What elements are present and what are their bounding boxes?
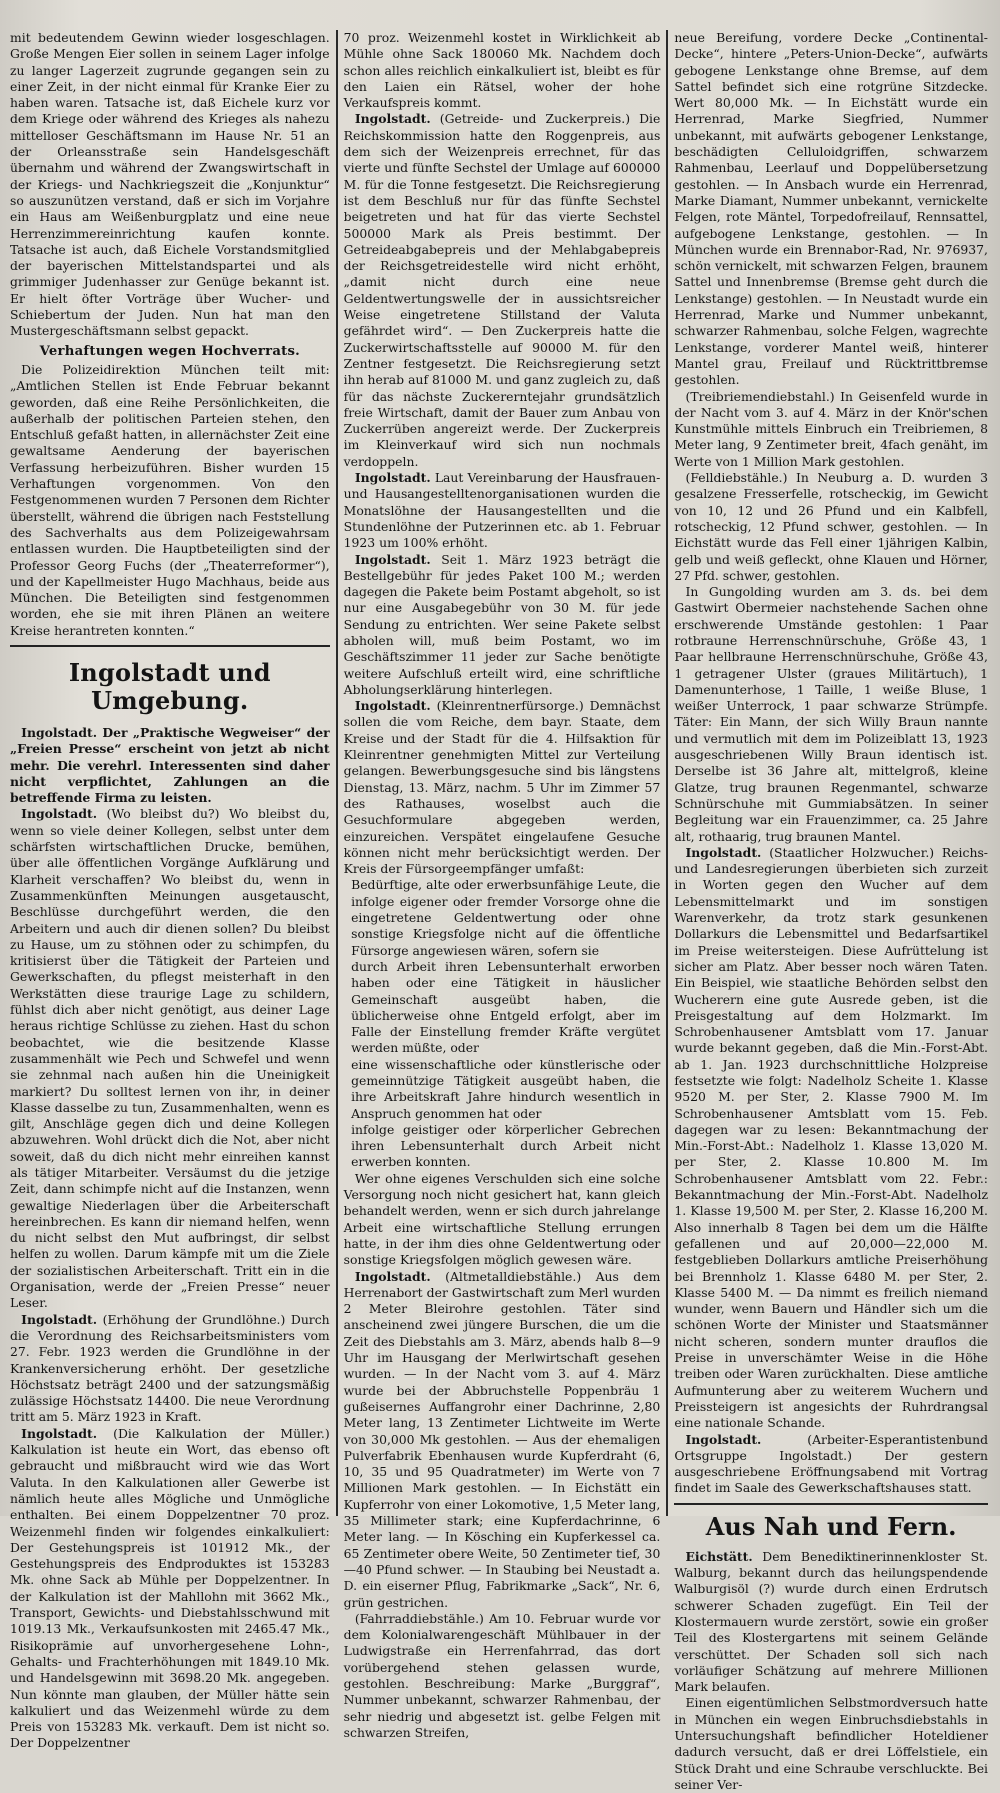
list-item: infolge geistiger oder körperlicher Gebrechen ihren Lebensunterhalt durch Arbeit nicht erwerben konnten.: [351, 1121, 661, 1170]
place-name: Ingolstadt.: [354, 111, 431, 127]
article-kalkulation-cont: 70 proz. Weizenmehl kostet in Wirklichkeit ab Mühle ohne Sack 180060 Mk. Nachdem doch schon alles reichlich einkalkuliert ist, bleibt es für den Laien ein Rätsel, woher der hohe Verkaufspreis kommt.: [343, 30, 661, 111]
article-esperanto: [674, 1432, 988, 1497]
place-name: Ingolstadt.: [354, 470, 431, 486]
column-layout: [4, 30, 994, 1792]
list-item: durch Arbeit ihren Lebensunterhalt erworben haben oder eine Tätigkeit in häuslicher Gemeinschaft ausgeübt haben, die üblicherweise ohne Entgeld erfolgt, aber im Falle der Einstellung fremder Kräfte vergütet werden müßte, oder: [351, 958, 661, 1056]
place-name: Ingolstadt.: [685, 844, 762, 860]
place-name: Ingolstadt.: [354, 1268, 431, 1284]
article-text: Dem Benediktinerinnenkloster St. Walburg, bekannt durch das heilungspendende Walburgisöl (?) wurde durch einen Erdrutsch schwerer Schaden zugefügt. Ein Teil der Klostermauern wurde zerstört, sowie ein großer Teil des Klostergartens mit seinem Gelände verschüttet. Der Schaden soll sich nach vorläufiger Schätzung auf mehrere Millionen Mark belaufen.: [674, 1548, 988, 1695]
article-wegweiser: [10, 725, 330, 806]
article-text: (Erhöhung der Grundlöhne.) Durch die Verordnung des Reichsarbeitsministers vom 27. Febr. 1923 werden die Grundlöhne in der Krankenversicherung erhöht. Der gesetzliche Höchstsatz beträgt 2400 und der satzungsmäßig zulässige Höchstsatz 14400. Die neue Verordnung tritt am 5. März 1923 in Kraft.: [10, 1311, 330, 1425]
article-altmetall: [344, 1269, 661, 1611]
article-selbstmord: Einen eigentümlichen Selbstmordversuch hatte in München ein wegen Einbruchsdiebstahls in Untersuchungshaft befindlicher Hoteldiener dadurch versucht, daß er drei Löffelstiele, ein Stück Draht und eine Schraube verschluckte. Bei seiner Ver-: [674, 1695, 988, 1792]
article-text: Der „Praktische Wegweiser“ der „Freien Presse“ erscheint von jetzt ab nicht mehr. Die verehrl. Interessenten sind daher nicht verpflichtet, Zahlungen an die betreffende Firma zu leisten.: [10, 724, 330, 806]
article-wo-bleibst-du: [10, 806, 330, 1311]
column-1: [4, 30, 336, 1751]
article-kleinrentner: [344, 698, 661, 877]
article-text: (Staatlicher Holzwucher.) Reichs- und Landesregierungen überbieten sich zurzeit in Worten gegen den Wucher auf dem Lebensmittelmarkt und im sonstigen Warenverkehr, da trotz stark gesunkenen Dollarkurs die Lebensmittel und Bedarfsartikel im Preise weitersteigen. Diese Aufrüttelung ist sicher am Platz. Aber besser noch wären Taten. Ein Beispiel, wie staatliche Behörden selbst den Wucherern eine gute Ausrede geben, ist die Preisgestaltung auf dem Holzmarkt. Im Schrobenhausener Amtsblatt vom 17. Januar wurde bekannt gegeben, daß die Min.-Forst-Abt. ab 1. Jan. 1923 durchschnittliche Holzpreise festsetzte wie folgt: Nadelholz Scheite 1. Klasse 9520 M. per Ster, 2. Klasse 7900 M. Im Schrobenhausener Amtsblatt vom 15. Feb. dagegen war zu lesen: Bekanntmachung der Min.-Forst-Abt.: Nadelholz 1. Klasse 13,020 M. per Ster, 2. Klasse 10.800 M. Im Schrobenhausener Amtsblatt vom 22. Febr.: Bekanntmachung der Min.-Forst-Abt. Nadelholz 1. Klasse 19,500 M. per Ster, 2. Klasse 16,200 M. Also innerhalb 8 Tagen bei dem um die Hälfte gefallenen und auf 20,000—22,000 M. festgeblieben Dollarkurs amtliche Preiserhöhung bei Brennholz 1. Klasse 6480 M. per Ster, 2. Klasse 5400 M. — Da nimmt es freilich niemand wunder, wenn Bauern und Händler sich um die schönen Worte der Minister und Staatsmänner nicht scheren, sondern munter drauflos die Preise in unverschämter Weise in die Höhe treiben oder Waren zurückhalten. Diese amtliche Aufmunterung aber zu weiterem Wuchern und Preissteigern ist angesichts der Ruhrdrangsal eine nationale Schande.: [674, 844, 988, 1431]
place-name: Ingolstadt.: [21, 724, 98, 740]
place-name: Ingolstadt.: [354, 698, 431, 714]
article-walburg: [674, 1549, 988, 1696]
article-text: (Wo bleibst du?) Wo bleibst du, wenn so viele deiner Kollegen, selbst unter dem schärfsten wirtschaftlichen Drucke, bemühen, über alle öffentlichen Vorgänge Aufklärung und Klarheit verschaffen? Wo bleibst du, wenn in Zusammenkünften Meinungen ausgetauscht, Beschlüsse durchgeführt werden, die den Arbeitern und auch dir dienen sollen? Du bleibst zu Hause, um zu stöhnen oder zu schimpfen, du kritisierst über die Tätigkeit der Parteien und Gewerkschaften, du pflegst meisterhaft in den Werkstätten diese traurige Lage zu schildern, fühlst dich aber nicht genötigt, aus deiner Lage heraus richtige Schlüsse zu ziehen. Hast du schon beobachtet, wie die besitzende Klasse zusammenhält wie Pech und Schwefel und wenn sie zehnmal nach außen hin die Uneinigkeit markiert? Du solltest lernen von ihr, in deiner Klasse dasselbe zu tun, Zusammenhalten, wenn es gilt, Anschläge gegen dich und deine Kollegen abzuwehren. Wohl drückt dich die Not, aber nicht soweit, daß du dich nicht mehr einreihen kannst als tätiger Mitarbeiter. Versäumst du die jetzige Zeit, dann schimpfe nicht auf die Instanzen, wenn gewaltige Niederlagen über die Arbeiterschaft hereinbrechen. Es kann dir niemand helfen, wenn du nicht selbst den Mut aufbringst, dir selbst helfen zu wollen. Darum kämpfe mit um die Ziele der sozialistischen Arbeiterschaft. Tritt ein in die Organisation, werde der „Freien Presse“ neuer Leser.: [10, 806, 330, 1311]
article-text: (Getreide- und Zuckerpreis.) Die Reichskommission hatte den Roggenpreis, aus dem sich der Weizenpreis errechnet, für das vierte und fünfte Sechstel der Umlage auf 600000 M. für die Tonne festgesetzt. Die Reichsregierung ist dem Beschluß nur für das fünfte Sechstel beigetreten und hat für das vierte Sechstel 500000 Mark als Preis bestimmt. Der Getreideabgabepreis und der Mehlabgabepreis der Reichsgetreidestelle wird nicht erhöht, „damit nicht durch eine neue Geldentwertungswelle der in aussichtsreicher Weise eingetretene Stillstand der Valuta gefährdet wird“. — Den Zuckerpreis hatte die Zuckerwirtschaftsstelle auf 90000 M. für den Zentner festgesetzt. Die Reichsregierung setzt ihn herab auf 81000 M. und ganz zugleich zu, daß für das nächste Zuckererntejahr grundsätzlich freie Wirtschaft, damit der Bauer zum Anbau von Zuckerrüben angereizt werde. Der Zuckerpreis im Kleinverkauf wird sich nun nochmals verdoppeln.: [343, 111, 661, 469]
place-name: Eichstätt.: [685, 1548, 753, 1564]
section-heading-ingolstadt: Ingolstadt und Umgebung.: [68, 657, 271, 715]
place-name: Ingolstadt.: [21, 1311, 98, 1327]
article-eichele-end: mit bedeutendem Gewinn wieder losgeschlagen. Große Mengen Eier sollen in seinem Lager infolge zu langer Lagerzeit zugrunde gegangen sein zu einer Zeit, in der nicht einmal für Kranke Eier zu haben waren. Tatsache ist, daß Eichele kurz vor dem Kriege oder während des Krieges als nahezu mittelloser Geschäftsmann im Hause Nr. 51 an der Orleansstraße sein Handelsgeschäft übernahm und während der Zwangswirtschaft in der Kriegs- und Nachkriegszeit die „Konjunktur“ so auszunützen verstand, daß er sich im Vorjahre ein Haus am Weißenburgplatz und eine neue Herrenzimmereinrichtung kaufen konnte. Tatsache ist auch, daß Eichele Vorstandsmitglied der bayerischen Mittelstandspartei und als grimmiger Judenhasser zur Genüge bekannt ist. Er hielt öfter Vorträge über Wucher- und Schiebertum der Juden. Nun hat man den Mustergeschäftsmann selbst gepackt.: [10, 30, 330, 339]
article-felle: (Felldiebstähle.) In Neuburg a. D. wurden 3 gesalzene Fresserfelle, rotscheckig, im Gewicht von 10, 12 und 26 Pfund und ein Kalbfell, rotscheckig, 12 Pfund schwer, gestohlen. — In Eichstätt wurde das Fell einer 1jährigen Kalbin, gelb und weiß gefleckt, ohne Klauen und Hörner, 27 Pfd. schwer, gestohlen.: [674, 470, 988, 583]
article-text: (Arbeiter-Esperantistenbund Ortsgruppe Ingolstadt.) Der gestern ausgeschriebene Eröffnungsabend mit Vortrag findet im Saale des Gewerkschaftshauses statt.: [674, 1431, 988, 1496]
article-holzwucher: [674, 845, 988, 1432]
article-kalkulation: [10, 1426, 330, 1752]
eligibility-list: [344, 877, 661, 1170]
section-rule: [674, 1503, 988, 1505]
article-fahrrad-cont: neue Bereifung, vordere Decke „Continental-Decke“, hintere „Peters-Union-Decke“, aufwärts gebogene Lenkstange ohne Bremse, auf dem Sattel befindet sich eine rotgrüne Sitzdecke. Wert 80,000 Mk. — In Eichstätt wurde ein Herrenrad, Marke Siegfried, Nummer unbekannt, mit aufwärts gebogener Lenkstange, beschädigten Celluloidgriffen, schwarzem Rahmenbau, Leerlauf und Doppelübersetzung gestohlen. — In Ansbach wurde ein Herrenrad, Marke Diamant, Nummer unbekannt, vernickelte Felgen, rote Mäntel, Torpedofreilauf, Rennsattel, aufgebogene Lenkstange, gestohlen. — In München wurde ein Brennabor-Rad, Nr. 976937, schön vernickelt, mit schwarzen Felgen, braunem Sattel und Innenbremse (Bremse geht durch die Lenkstange) gestohlen. — In Neustadt wurde ein Herrenrad, Marke und Nummer unbekannt, schwarzer Rahmenbau, solche Felgen, wagrechte Lenkstange, vorderer Mantel weiß, hinterer Mantel grau, Freilauf und Rücktrittbremse gestohlen.: [674, 30, 989, 388]
article-pakete: [344, 552, 661, 699]
article-hausangestellte: [344, 470, 661, 551]
article-grundloehne: [10, 1312, 330, 1426]
article-fahrrad: (Fahrraddiebstähle.) Am 10. Februar wurde vor dem Kolonialwarengeschäft Mühlbauer in der Ludwigstraße ein Herrenfahrrad, das dort vorübergehend stehen gelassen wurde, gestohlen. Beschreibung: Marke „Burggraf“, Nummer unbekannt, schwarzer Rahmenbau, der sehr niedrig und abgesetzt ist. gelbe Felgen mit schwarzen Streifen,: [343, 1610, 661, 1740]
headline-hochverrat: Verhaftungen wegen Hochverrats.: [39, 343, 301, 359]
place-name: Ingolstadt.: [21, 1425, 98, 1441]
article-getreidepreis: [344, 111, 661, 470]
article-text: Laut Vereinbarung der Hausfrauen- und Hausangestelltenorganisationen wurden die Monatslöhne der Hausangestellten und die Stundenlöhne der Putzerinnen etc. ab 1. Februar 1923 um 100% erhöht.: [343, 470, 661, 551]
article-gungolding: In Gungolding wurden am 3. ds. bei dem Gastwirt Obermeier nachstehende Sachen ohne erschwerende Umstände gestohlen: 1 Paar rotbraune Herrenschnürschuhe, Größe 43, 1 Paar hellbraune Herrenschnürschuhe, Größe 43, 1 getragener Ulster (graues Militärtuch), 1 Damenunterhose, 1 Taille, 1 weiße Bluse, 1 weißer Unterrock, 1 paar schwarze Strümpfe. Täter: Ein Mann, der sich Willy Braun nannte und vermutlich mit dem im Polizeiblatt 13, 1923 ausgeschriebenen Willy Braun identisch ist. Derselbe ist 36 Jahre alt, mittelgroß, kleine Glatze, trug braunen Regenmantel, schwarze Schnürschuhe mit Gummiabsätzen. In seiner Begleitung war ein Frauenzimmer, ca. 25 Jahre alt, rothaarig, trug braunen Mantel.: [674, 584, 988, 844]
column-2: [338, 30, 667, 1740]
article-versorgung: Wer ohne eigenes Verschulden sich eine solche Versorgung noch nicht gesichert hat, kann gleich behandelt werden, wenn er sich durch jahrelange Arbeit eine wirtschaftliche Stellung errungen hatte, in der ihm dies ohne Geldentwertung oder sonstige Kriegsfolgen möglich gewesen wäre.: [343, 1170, 661, 1268]
section-heading-nah-fern: Aus Nah und Fern.: [705, 1511, 957, 1541]
list-item: eine wissenschaftliche oder künstlerische oder gemeinnützige Tätigkeit ausgeübt haben, die ihre Arbeitskraft Jahre hindurch wesentlich in Anspruch genommen hat oder: [351, 1056, 661, 1121]
article-text: (Altmetalldiebstähle.) Aus dem Herrenabort der Gastwirtschaft zum Merl wurden 2 Meter Bleirohre gestohlen. Täter sind anscheinend zwei jüngere Burschen, die um die Zeit des Diebstahls am 3. März, abends halb 8—9 Uhr im Hausgang der Merlwirtschaft gesehen wurden. — In der Nacht vom 3. auf 4. März wurde bei der Abbruchstelle Poppenbräu 1 gußeisernes Auffangrohr einer Dachrinne, 2,80 Meter lang, 13 Zentimeter Lichtweite im Werte von 30,000 Mk gestohlen. — Aus der ehemaligen Pulverfabrik Ebenhausen wurde Kupferdraht (6, 10, 35 und 95 Quadratmeter) im Werte von 7 Millionen Mark gestohlen. — In Eichstätt ein Kupferrohr von einer Lokomotive, 1,5 Meter lang, 35 Millimeter stark; eine Kupferdachrinne, 6 Meter lang. — In Kösching ein Kupferkessel ca. 65 Zentimeter obere Weite, 50 Zentimeter tief, 30—40 Pfund schwer. — In Staubing bei Neustadt a. D. ein eiserner Pflug, Fabrikmarke „Sack“, Nr. 6, grün gestrichen.: [343, 1268, 661, 1610]
article-text: (Kleinrentnerfürsorge.) Demnächst sollen die vom Reiche, dem bayr. Staate, dem Kreise und der Stadt für die 4. Hilfsaktion für Kleinrentner genehmigten Mittel zur Verteilung gelangen. Bewerbungsgesuche sind bis längstens Dienstag, 13. März, nachm. 5 Uhr im Zimmer 57 des Rathauses, woselbst auch die Gesuchformulare abgegeben werden, einzureichen. Verspätet eingelaufene Gesuche können nicht mehr berücksichtigt werden. Der Kreis der Fürsorgeempfänger umfaßt:: [343, 698, 661, 877]
list-item: Bedürftige, alte oder erwerbsunfähige Leute, die infolge eigener oder fremder Vorsorge ohne die eingetretene Geldentwertung oder ohne sonstige Kriegsfolge nicht auf die öffentliche Fürsorge angewiesen wären, sofern sie: [351, 877, 661, 958]
column-3: [668, 30, 994, 1792]
article-hochverrat: Die Polizeidirektion München teilt mit: „Amtlichen Stellen ist Ende Februar bekannt geworden, daß eine Reihe Persönlichkeiten, die außerhalb der politischen Parteien stehen, den Entschluß gefaßt hatten, in allernächster Zeit eine gewaltsame Aenderung der bayerischen Verfassung herbeizuführen. Bisher wurden 15 Verhaftungen vorgenommen. Von den Festgenommenen wurden 7 Personen dem Richter überstellt, während die übrigen nach Feststellung des Sachverhalts aus dem Polizeigewahrsam entlassen wurden. Die Hauptbeteiligten sind der Professor Georg Fuchs (der „Theaterreformer“), und der Kapellmeister Hugo Machhaus, beide aus München. Die Beteiligten sind festgenommen worden, ehe sie mit ihren Plänen an weitere Kreise herantreten konnten.“: [10, 361, 330, 638]
place-name: Ingolstadt.: [354, 551, 431, 567]
article-text: Seit 1. März 1923 beträgt die Bestellgebühr für jedes Paket 100 M.; werden dagegen die Pakete beim Postamt abgeholt, so ist nur eine Ausgabegebühr von 30 M. für jede Sendung zu entrichten. Wer seine Pakete selbst abholen will, muß beim Postamt, wo im Geschäftszimmer 11 jeder zur Sache benötigte weitere Aufschluß erteilt wird, eine schriftliche Abholungserklärung hinterlegen.: [343, 551, 661, 697]
article-treibriemen: (Treibriemendiebstahl.) In Geisenfeld wurde in der Nacht vom 3. auf 4. März in der Knör'schen Kunstmühle mittels Einbruch ein Treibriemen, 8 Meter lang, 9 Zentimeter breit, 4fach genäht, im Werte von 1 Million Mark gestohlen.: [674, 388, 988, 469]
article-text: (Die Kalkulation der Müller.) Kalkulation ist heute ein Wort, das ebenso oft gebraucht und mißbraucht wird wie das Wort Valuta. In den Kalkulationen aller Gewerbe ist nämlich heute alles Mögliche und Unmögliche enthalten. Bei einem Doppelzentner 70 proz. Weizenmehl finden wir folgendes einkalkuliert: Der Gestehungspreis ist 101912 Mk., der Gestehungspreis des Endproduktes ist 153283 Mk. ohne Sack ab Mühle per Doppelzentner. In der Kalkulation ist der Mahllohn mit 3662 Mk., Transport, Gewichts- und Diebstahlsschwund mit 1019.13 Mk., Verkaufsunkosten mit 2465.47 Mk., Risikoprämie auf unvorhergesehene Lohn-, Gehalts- und Frachterhöhungen mit 1849.10 Mk. und Handelsgewinn mit 3698.20 Mk. angegeben. Nun könnte man glauben, der Müller hätte sein kalkuliert und das Weizenmehl würde zu dem Preis von 153283 Mk. verkauft. Dem ist nicht so. Der Doppelzentner: [10, 1425, 330, 1751]
place-name: Ingolstadt.: [685, 1431, 762, 1447]
section-rule: [10, 645, 330, 647]
place-name: Ingolstadt.: [21, 806, 98, 822]
